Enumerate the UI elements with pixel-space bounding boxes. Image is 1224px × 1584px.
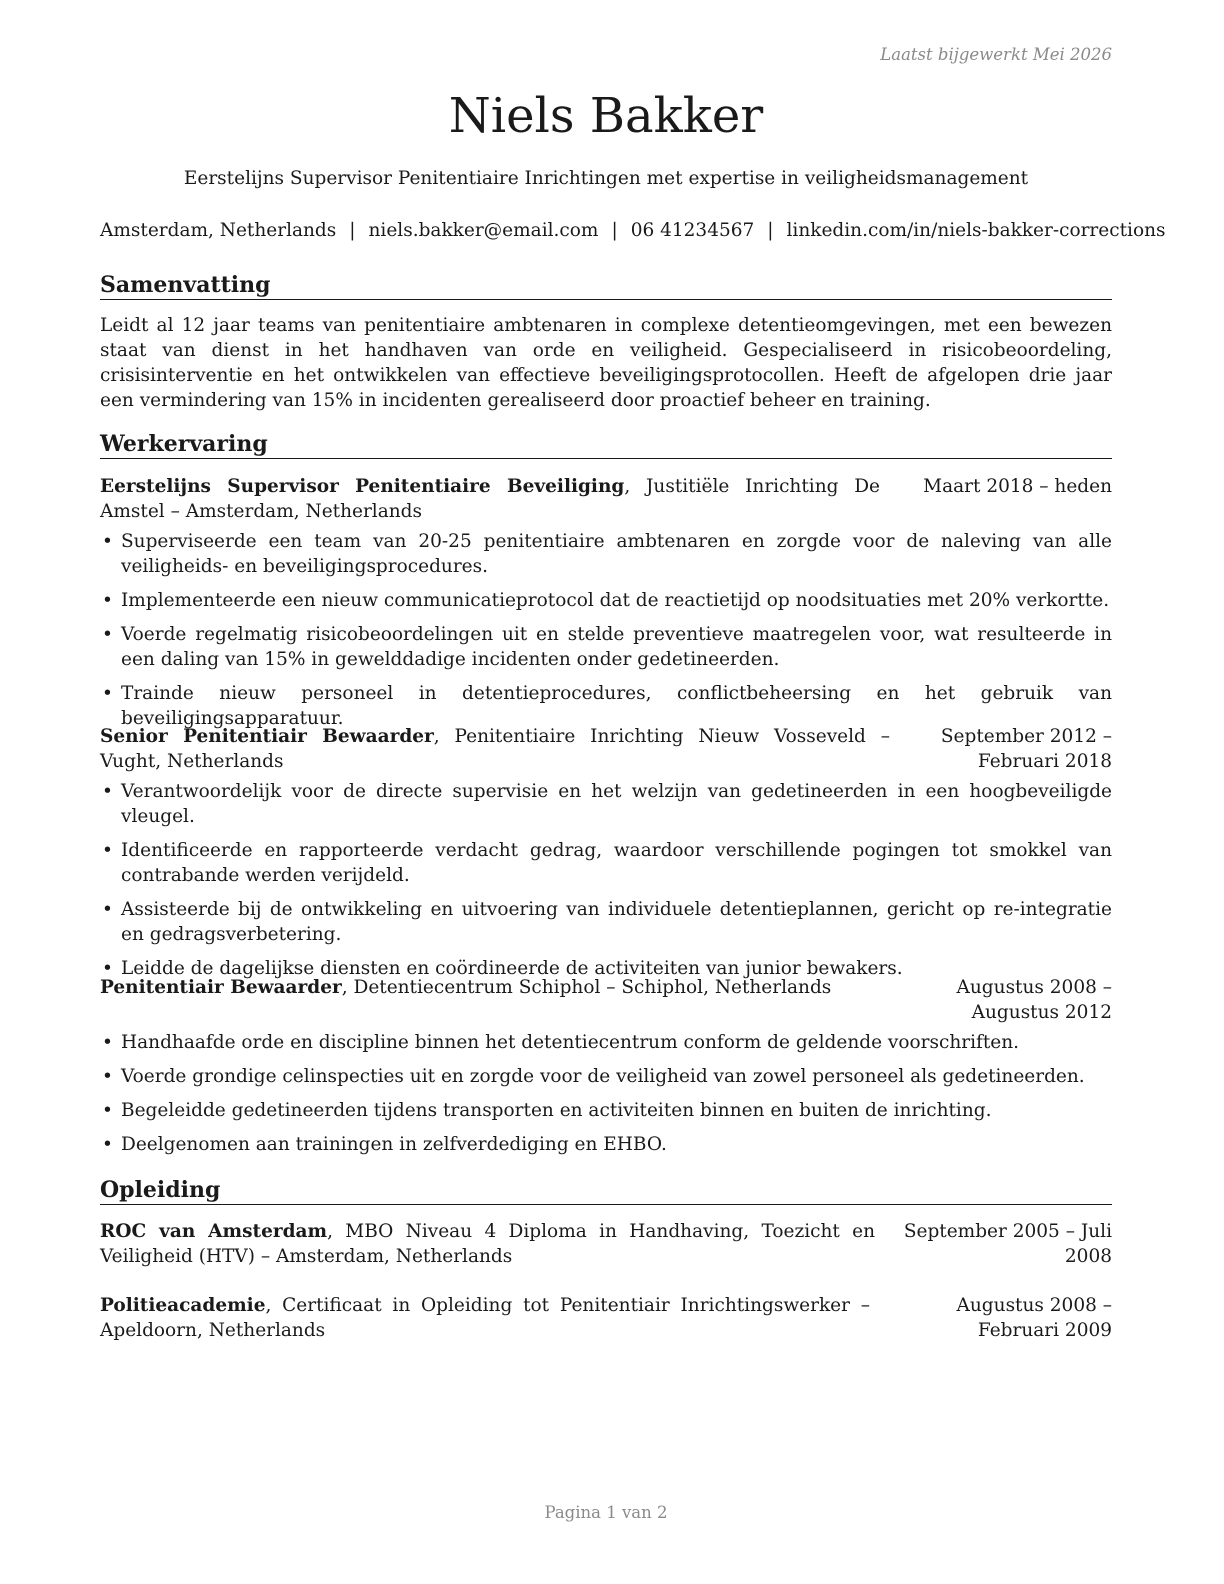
job-dates: Maart 2018 – heden xyxy=(923,476,1112,497)
education-school: ROC van Amsterdam xyxy=(100,1221,328,1242)
contact-separator: | xyxy=(611,220,618,241)
job-entry xyxy=(100,724,1112,990)
job-bullets xyxy=(100,529,1112,731)
job-place: , Penitentiaire Inrichting Nieuw Vosseveld – Vught, Netherlands xyxy=(100,726,890,772)
candidate-name: Niels Bakker xyxy=(448,88,764,144)
education-header xyxy=(100,1219,1112,1269)
page-number: Pagina 1 van 2 xyxy=(544,1503,668,1522)
education-detail: , Certificaat in Opleiding tot Penitentiair Inrichtingswerker – Apeldoorn, Netherlands xyxy=(100,1295,870,1341)
education-dates: September 2005 – Juli 2008 xyxy=(903,1221,1112,1267)
job-dates: September 2012 – Februari 2018 xyxy=(940,726,1112,772)
job-bullet: • Handhaafde orde en discipline binnen het detentiecentrum conform de geldende voorschriften. xyxy=(100,1030,1112,1055)
job-place: , Detentiecentrum Schiphol – Schiphol, Netherlands xyxy=(341,977,832,998)
job-dates: Augustus 2008 – Augustus 2012 xyxy=(956,977,1112,1023)
education-school: Politieacademie xyxy=(100,1295,266,1316)
job-header xyxy=(100,975,1112,1025)
job-role: Senior Penitentiair Bewaarder xyxy=(100,726,434,747)
contact-separator: | xyxy=(767,220,774,241)
education-header xyxy=(100,1293,1112,1343)
job-bullet: • Deelgenomen aan trainingen in zelfverdediging en EHBO. xyxy=(100,1132,1112,1157)
resume-page xyxy=(100,0,1166,1584)
job-bullet: • Voerde grondige celinspecties uit en zorgde voor de veiligheid van zowel personeel als gedetineerden. xyxy=(100,1064,1112,1089)
job-bullet: • Assisteerde bij de ontwikkeling en uitvoering van individuele detentieplannen, gericht op re-integratie en gedragsverbetering. xyxy=(100,897,1112,947)
contact-email[interactable]: niels.bakker@email.com xyxy=(368,220,599,241)
job-bullet: • Leidde de dagelijkse diensten en coördineerde de activiteiten van junior bewakers. xyxy=(100,956,1112,981)
contact-linkedin[interactable]: linkedin.com/in/niels-bakker-corrections xyxy=(786,220,1166,241)
job-bullet: • Trainde nieuw personeel in detentieprocedures, conflictbeheersing en het gebruik van beveiligingsapparatuur. xyxy=(100,681,1112,731)
education-entry xyxy=(100,1219,1112,1269)
job-title-line xyxy=(100,724,890,774)
job-header xyxy=(100,474,1112,524)
job-bullet: • Superviseerde een team van 20-25 penitentiaire ambtenaren en zorgde voor de naleving van alle veiligheids- en beveiligingsprocedures. xyxy=(100,529,1112,579)
job-title-line xyxy=(100,474,880,524)
contact-phone[interactable]: 06 41234567 xyxy=(630,220,755,241)
section-title-summary: Samenvatting xyxy=(100,271,1112,300)
job-bullet: • Verantwoordelijk voor de directe supervisie en het welzijn van gedetineerden in een hoogbeveiligde vleugel. xyxy=(100,779,1112,829)
job-bullet: • Implementeerde een nieuw communicatieprotocol dat de reactietijd op noodsituaties met 20% verkortte. xyxy=(100,588,1112,613)
job-title-line xyxy=(100,975,860,1000)
job-bullets xyxy=(100,1030,1112,1157)
contact-separator: | xyxy=(349,220,356,241)
summary-text: Leidt al 12 jaar teams van penitentiaire ambtenaren in complexe detentieomgevingen, met een bewezen staat van dienst in het handhaven van orde en veiligheid. Gespecialiseerd in risicobeoordeling, crisisinterventie en het ontwikkelen van effectieve beveiligingsprotocollen. Heeft de afgelopen drie jaar een vermindering van 15% in incidenten gerealiseerd door proactief beheer en training. xyxy=(100,315,1112,411)
job-role: Penitentiair Bewaarder xyxy=(100,977,342,998)
tagline: Eerstelijns Supervisor Penitentiaire Inrichtingen met expertise in veiligheidsmanagement xyxy=(183,168,1029,189)
contact-line xyxy=(100,218,1166,243)
section-title-education: Opleiding xyxy=(100,1176,1112,1205)
job-bullets xyxy=(100,779,1112,981)
job-entry xyxy=(100,474,1112,740)
education-dates: Augustus 2008 – Februari 2009 xyxy=(956,1295,1112,1341)
job-bullet: • Identificeerde en rapporteerde verdacht gedrag, waardoor verschillende pogingen tot smokkel van contrabande werden verijdeld. xyxy=(100,838,1112,888)
education-detail: , MBO Niveau 4 Diploma in Handhaving, Toezicht en Veiligheid (HTV) – Amsterdam, Netherlands xyxy=(100,1221,876,1267)
job-place: , Justitiële Inrichting De Amstel – Amsterdam, Netherlands xyxy=(100,476,880,522)
education-entry xyxy=(100,1293,1112,1343)
job-bullet: • Voerde regelmatig risicobeoordelingen uit en stelde preventieve maatregelen voor, wat resulteerde in een daling van 15% in gewelddadige incidenten onder gedetineerden. xyxy=(100,622,1112,672)
education-line xyxy=(100,1219,875,1269)
job-bullet: • Begeleidde gedetineerden tijdens transporten en activiteiten binnen en buiten de inrichting. xyxy=(100,1098,1112,1123)
last-updated: Laatst bijgewerkt Mei 2026 xyxy=(880,45,1112,64)
job-entry xyxy=(100,975,1112,1166)
section-title-experience: Werkervaring xyxy=(100,430,1112,459)
job-header xyxy=(100,724,1112,774)
job-role: Eerstelijns Supervisor Penitentiaire Beveiliging xyxy=(100,476,625,497)
contact-location: Amsterdam, Netherlands xyxy=(100,220,337,241)
education-line xyxy=(100,1293,870,1343)
